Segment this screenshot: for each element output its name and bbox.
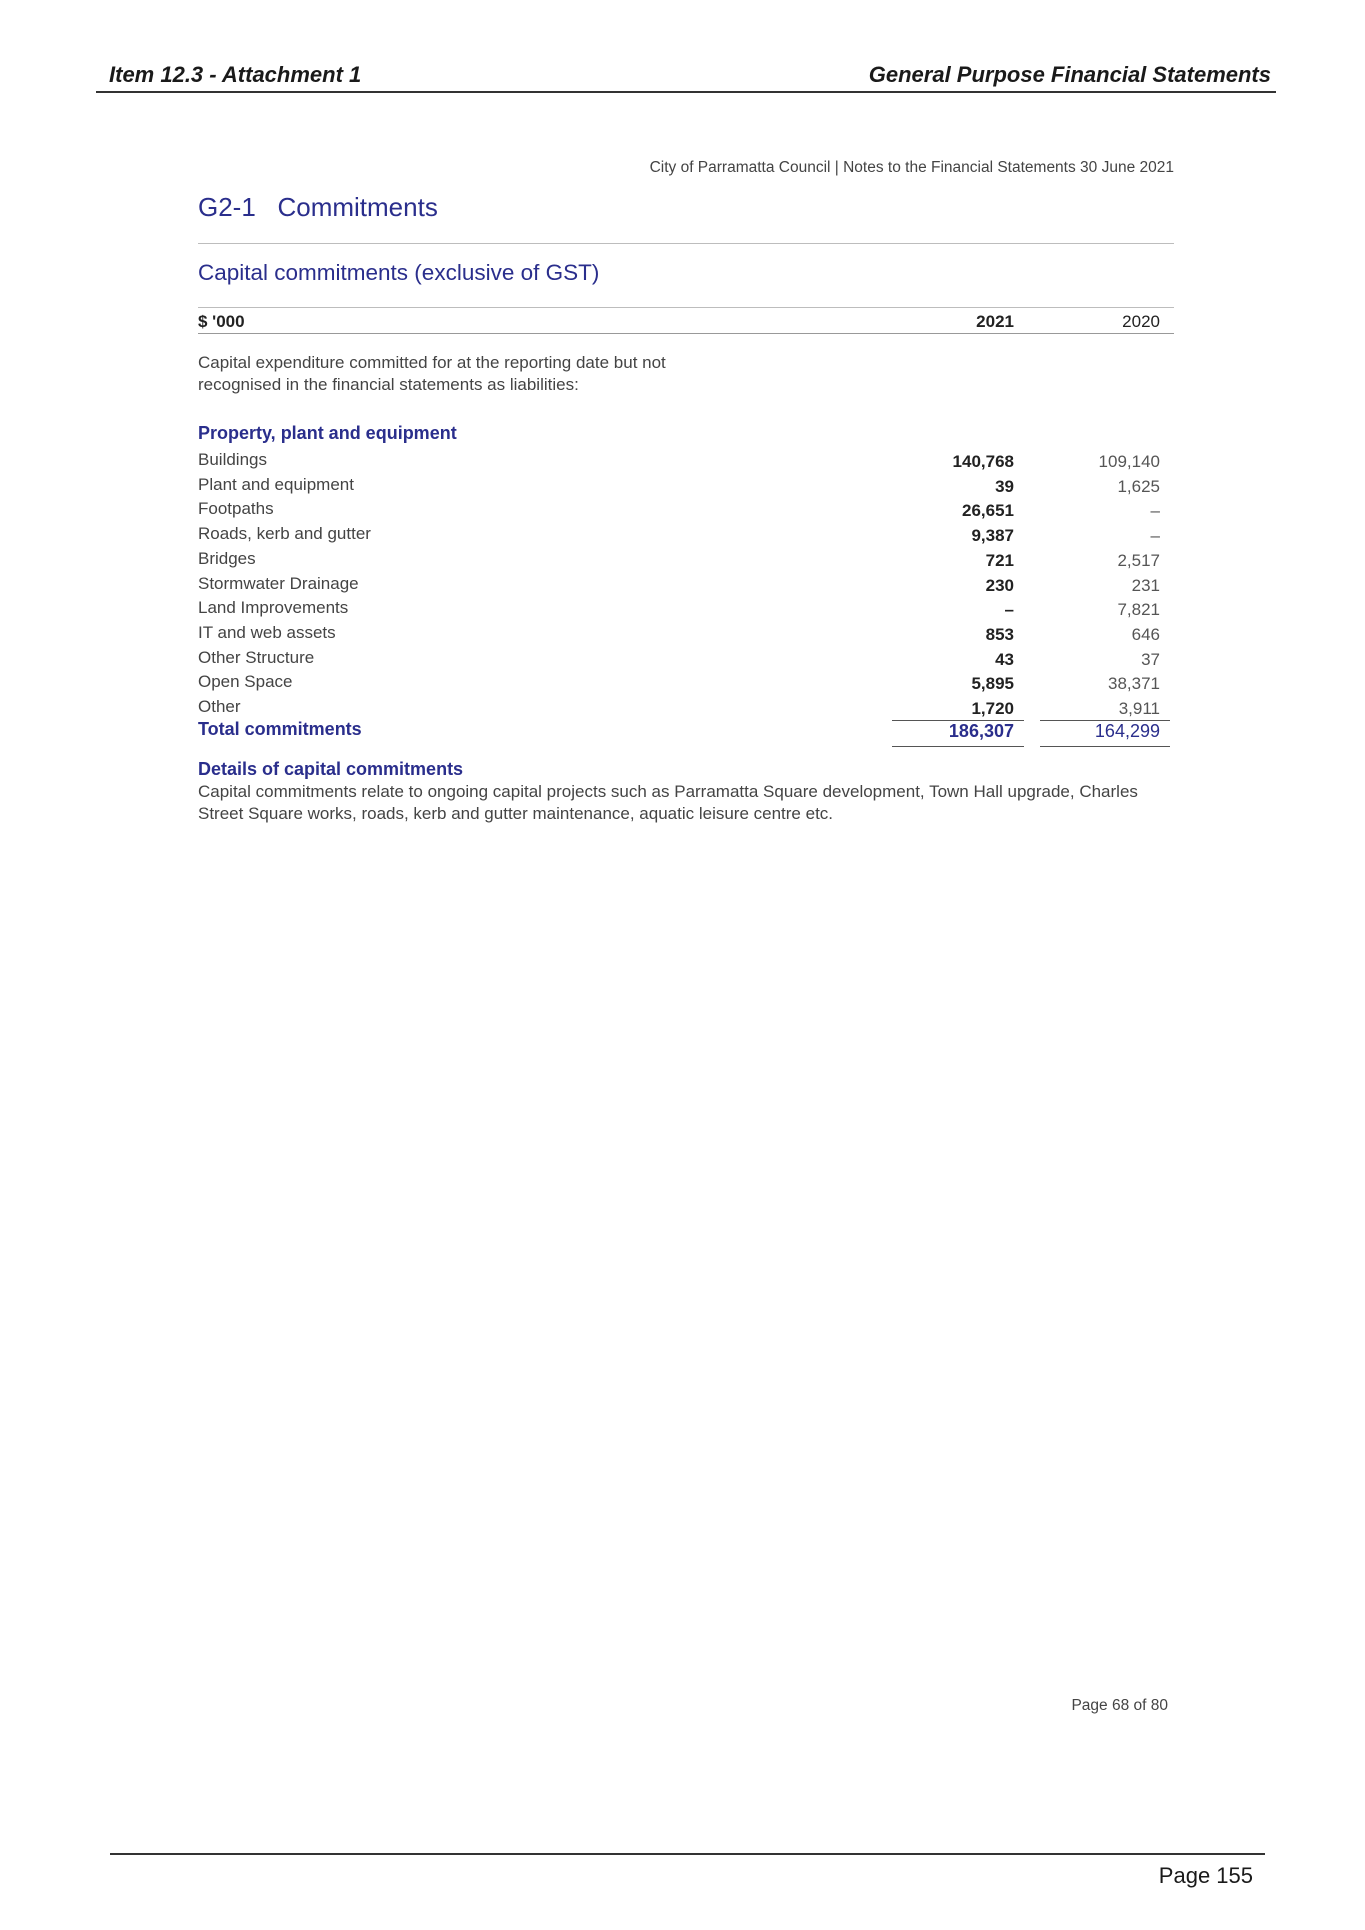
value-2020: 109,140 bbox=[1098, 452, 1160, 471]
value-2021: 140,768 bbox=[952, 452, 1014, 471]
value-2020: 37 bbox=[1141, 649, 1160, 669]
total-2020: 164,299 bbox=[1094, 721, 1160, 741]
total-row bbox=[198, 719, 1164, 745]
value-2020: – bbox=[1150, 501, 1160, 521]
table-row bbox=[198, 574, 1164, 599]
total-2021: 186,307 bbox=[948, 721, 1014, 741]
table-row bbox=[198, 648, 1164, 673]
group-title: Property, plant and equipment bbox=[198, 423, 457, 443]
column-header-2021: 2021 bbox=[976, 312, 1014, 331]
row-label: Land Improvements bbox=[198, 598, 349, 618]
value-2021: 39 bbox=[995, 476, 1014, 496]
intro-text: Capital expenditure committed for at the reporting date but not recognised in the financial statements as liabilities: bbox=[198, 353, 666, 394]
value-2021: 43 bbox=[995, 649, 1014, 669]
row-label: Plant and equipment bbox=[198, 474, 354, 494]
subtitle: Capital commitments (exclusive of GST) bbox=[198, 260, 600, 285]
table-top-rule bbox=[198, 307, 1174, 308]
value-2021: 1,720 bbox=[971, 699, 1014, 718]
value-2021: – bbox=[1004, 600, 1014, 620]
details-text: Capital commitments relate to ongoing capital projects such as Parramatta Square development, Town Hall upgrade, Charles Street Square works, roads, kerb and gutter maintenance, aquatic leisure centre etc. bbox=[198, 782, 1138, 823]
total-label: Total commitments bbox=[198, 719, 362, 739]
document-title: General Purpose Financial Statements bbox=[868, 62, 1271, 87]
value-2021: 853 bbox=[985, 624, 1014, 644]
section-title: G2-1 Commitments bbox=[198, 192, 438, 222]
value-2020: 1,625 bbox=[1117, 476, 1160, 496]
value-2020: 646 bbox=[1131, 624, 1160, 644]
row-label: Other Structure bbox=[198, 647, 315, 667]
inner-page-number: Page 68 of 80 bbox=[1071, 1697, 1168, 1714]
details-title: Details of capital commitments bbox=[198, 759, 464, 779]
table-row bbox=[198, 499, 1164, 524]
row-label: Footpaths bbox=[198, 499, 274, 519]
footer-divider bbox=[110, 1853, 1265, 1855]
value-2021: 230 bbox=[985, 575, 1014, 595]
table-row bbox=[198, 598, 1164, 623]
table-row bbox=[198, 623, 1164, 648]
table-row bbox=[198, 672, 1164, 697]
attachment-label: Item 12.3 - Attachment 1 bbox=[109, 62, 362, 87]
value-2020: 2,517 bbox=[1117, 550, 1160, 570]
header-bottom-rule bbox=[198, 333, 1174, 334]
table-row bbox=[198, 475, 1164, 500]
value-2020: 231 bbox=[1131, 575, 1160, 595]
table-row bbox=[198, 450, 1164, 475]
row-label: Roads, kerb and gutter bbox=[198, 524, 371, 544]
header-divider bbox=[96, 91, 1276, 93]
table-row bbox=[198, 549, 1164, 574]
value-2020: – bbox=[1150, 526, 1160, 546]
value-2021: 721 bbox=[985, 550, 1014, 570]
section-divider bbox=[198, 243, 1174, 244]
row-label: Open Space bbox=[198, 672, 293, 692]
outer-page-number: Page 155 bbox=[1158, 1863, 1253, 1888]
table-row bbox=[198, 524, 1164, 549]
row-label: IT and web assets bbox=[198, 622, 336, 642]
column-header-units: $ '000 bbox=[198, 312, 245, 331]
value-2021: 26,651 bbox=[962, 501, 1014, 521]
value-2020: 38,371 bbox=[1108, 674, 1160, 694]
row-label: Buildings bbox=[198, 450, 267, 469]
value-2020: 7,821 bbox=[1117, 600, 1160, 620]
row-label: Other bbox=[198, 697, 241, 716]
row-label: Stormwater Drainage bbox=[198, 573, 359, 593]
column-header-2020: 2020 bbox=[1122, 312, 1160, 331]
total-bottom-rule-2020 bbox=[1040, 746, 1170, 747]
report-line: City of Parramatta Council | Notes to the Financial Statements 30 June 2021 bbox=[649, 159, 1174, 176]
value-2020: 3,911 bbox=[1118, 699, 1160, 718]
total-bottom-rule-2021 bbox=[892, 746, 1024, 747]
row-label: Bridges bbox=[198, 548, 256, 568]
value-2021: 9,387 bbox=[971, 526, 1014, 546]
value-2021: 5,895 bbox=[971, 674, 1014, 694]
table-row bbox=[198, 697, 1164, 722]
